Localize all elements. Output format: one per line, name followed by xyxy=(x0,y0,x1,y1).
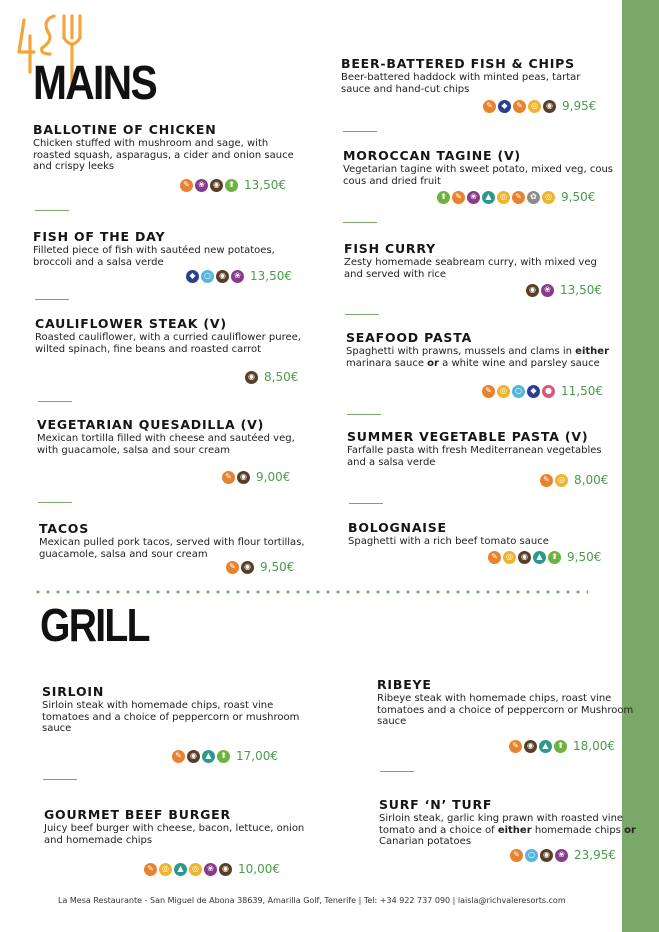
allergen-purple-icon: ❀ xyxy=(195,179,208,192)
item-name: FISH CURRY xyxy=(344,241,436,256)
item-description: Sirloin steak, garlic king prawn with roasted vine tomato and a choice of either homemade chips or Canarian potatoes xyxy=(379,813,636,847)
item-description: Chicken stuffed with mushroom and sage, with roasted squash, asparagus, a cider and onion sauce and crispy leeks xyxy=(33,138,294,172)
dotted-divider xyxy=(33,590,588,594)
item-description: Juicy beef burger with cheese, bacon, lettuce, onion and homemade chips xyxy=(44,823,305,846)
allergen-lightblue-icon: ○ xyxy=(525,849,538,862)
allergen-teal-icon: ▲ xyxy=(202,750,215,763)
separator xyxy=(38,502,72,503)
allergen-green-icon: ⬆ xyxy=(217,750,230,763)
allergen-icons xyxy=(180,179,238,192)
allergen-brown-icon: ◉ xyxy=(518,551,531,564)
allergen-yellow-icon: ◎ xyxy=(497,385,510,398)
separator xyxy=(349,503,383,504)
price-row xyxy=(540,473,608,487)
allergen-brown-icon: ◉ xyxy=(210,179,223,192)
allergen-orange-icon: ✎ xyxy=(513,100,526,113)
allergen-icons xyxy=(144,863,232,876)
item-price: 8,00€ xyxy=(574,473,609,487)
menu-item xyxy=(347,429,617,468)
allergen-orange-icon: ✎ xyxy=(540,474,553,487)
allergen-orange-icon: ✎ xyxy=(144,863,157,876)
item-name: FISH OF THE DAY xyxy=(33,229,166,244)
item-description: Roasted cauliflower, with a curried cauliflower puree, wilted spinach, fine beans and roasted carrot xyxy=(35,332,301,355)
price-row xyxy=(226,560,294,574)
item-name: MOROCCAN TAGINE (V) xyxy=(343,148,521,163)
item-price: 9,50€ xyxy=(561,190,596,204)
item-price: 17,00€ xyxy=(236,749,278,763)
item-description: Beer-battered haddock with minted peas, tartar sauce and hand-cut chips xyxy=(341,72,581,95)
allergen-brown-icon: ◉ xyxy=(540,849,553,862)
item-price: 11,50€ xyxy=(561,384,603,398)
item-description: Farfalle pasta with fresh Mediterranean vegetables and a salsa verde xyxy=(347,445,602,468)
allergen-yellow-icon: ◎ xyxy=(503,551,516,564)
allergen-brown-icon: ◉ xyxy=(245,371,258,384)
price-row xyxy=(180,178,286,192)
menu-item xyxy=(35,316,305,355)
menu-item xyxy=(44,807,314,846)
item-description: Ribeye steak with homemade chips, roast vine tomatoes and a choice of peppercorn or Mushroom sauce xyxy=(377,693,634,727)
allergen-green-icon: ⬆ xyxy=(225,179,238,192)
item-name: BALLOTINE OF CHICKEN xyxy=(33,122,217,137)
item-description: Mexican pulled pork tacos, served with flour tortillas, guacamole, salsa and sour cream xyxy=(39,537,305,560)
allergen-icons xyxy=(526,284,554,297)
allergen-grey-icon: ✿ xyxy=(527,191,540,204)
allergen-purple-icon: ❀ xyxy=(204,863,217,876)
item-price: 9,00€ xyxy=(256,470,291,484)
allergen-orange-icon: ✎ xyxy=(172,750,185,763)
item-description: Mexican tortilla filled with cheese and sautéed veg, with guacamole, salsa and sour cream xyxy=(37,433,295,456)
allergen-brown-icon: ◉ xyxy=(219,863,232,876)
allergen-orange-icon: ✎ xyxy=(226,561,239,574)
allergen-yellow-icon: ◎ xyxy=(189,863,202,876)
grill-title: GRILL xyxy=(40,599,149,651)
allergen-brown-icon: ◉ xyxy=(543,100,556,113)
item-name: BOLOGNAISE xyxy=(348,520,447,535)
allergen-navy-icon: ◆ xyxy=(186,270,199,283)
menu-item xyxy=(42,684,312,735)
allergen-icons xyxy=(488,551,561,564)
allergen-orange-icon: ✎ xyxy=(512,191,525,204)
allergen-icons xyxy=(226,561,254,574)
allergen-brown-icon: ◉ xyxy=(524,740,537,753)
allergen-teal-icon: ▲ xyxy=(539,740,552,753)
allergen-yellow-icon: ◎ xyxy=(528,100,541,113)
allergen-icons xyxy=(245,371,258,384)
footer-address: La Mesa Restaurante - San Miguel de Abona 38639, Amarilla Golf, Tenerife | Tel: +34 922 737 090 | laisla@richvaleresorts.com xyxy=(58,896,566,905)
item-price: 9,95€ xyxy=(562,99,597,113)
separator xyxy=(343,222,377,223)
allergen-yellow-icon: ◎ xyxy=(159,863,172,876)
allergen-orange-icon: ✎ xyxy=(222,471,235,484)
allergen-yellow-icon: ◎ xyxy=(555,474,568,487)
allergen-navy-icon: ◆ xyxy=(498,100,511,113)
menu-item xyxy=(341,56,611,95)
allergen-orange-icon: ✎ xyxy=(483,100,496,113)
item-name: RIBEYE xyxy=(377,677,432,692)
item-price: 13,50€ xyxy=(250,269,292,283)
allergen-lightblue-icon: ○ xyxy=(512,385,525,398)
allergen-purple-icon: ❀ xyxy=(467,191,480,204)
allergen-brown-icon: ◉ xyxy=(216,270,229,283)
separator xyxy=(380,771,414,772)
item-price: 18,00€ xyxy=(573,739,615,753)
allergen-icons xyxy=(437,191,555,204)
item-name: CAULIFLOWER STEAK (V) xyxy=(35,316,227,331)
allergen-green-icon: ⬆ xyxy=(554,740,567,753)
item-price: 8,50€ xyxy=(264,370,299,384)
allergen-icons xyxy=(172,750,230,763)
item-description: Spaghetti with prawns, mussels and clams in either marinara sauce or a white wine and parsley sauce xyxy=(346,346,609,369)
item-name: SEAFOOD PASTA xyxy=(346,330,473,345)
item-description: Filleted piece of fish with sautéed new potatoes, broccoli and a salsa verde xyxy=(33,245,275,268)
allergen-orange-icon: ✎ xyxy=(452,191,465,204)
price-row xyxy=(245,370,298,384)
allergen-teal-icon: ▲ xyxy=(482,191,495,204)
green-side-strip xyxy=(622,0,659,932)
menu-item xyxy=(379,797,649,848)
item-price: 9,50€ xyxy=(567,550,602,564)
allergen-icons xyxy=(222,471,250,484)
item-price: 23,95€ xyxy=(574,848,616,862)
item-description: Sirloin steak with homemade chips, roast vine tomatoes and a choice of peppercorn or mushroom sauce xyxy=(42,700,300,734)
price-row xyxy=(482,384,603,398)
separator xyxy=(343,131,377,132)
price-row xyxy=(509,739,615,753)
mains-title: MAINS xyxy=(33,57,156,110)
item-description: Vegetarian tagine with sweet potato, mixed veg, cous cous and dried fruit xyxy=(343,164,613,187)
allergen-purple-icon: ❀ xyxy=(231,270,244,283)
separator xyxy=(345,314,379,315)
allergen-brown-icon: ◉ xyxy=(526,284,539,297)
separator xyxy=(35,210,69,211)
menu-item xyxy=(344,241,614,280)
item-name: GOURMET BEEF BURGER xyxy=(44,807,231,822)
item-description: Spaghetti with a rich beef tomato sauce xyxy=(348,536,549,547)
price-row xyxy=(144,862,280,876)
allergen-lightblue-icon: ○ xyxy=(201,270,214,283)
allergen-navy-icon: ◆ xyxy=(527,385,540,398)
menu-item xyxy=(37,417,307,456)
allergen-icons xyxy=(509,740,567,753)
allergen-orange-icon: ✎ xyxy=(509,740,522,753)
allergen-brown-icon: ◉ xyxy=(237,471,250,484)
separator xyxy=(347,414,381,415)
allergen-icons xyxy=(510,849,568,862)
item-price: 10,00€ xyxy=(238,862,280,876)
item-name: VEGETARIAN QUESADILLA (V) xyxy=(37,417,265,432)
price-row xyxy=(172,749,278,763)
price-row xyxy=(488,550,601,564)
allergen-pink-icon: ● xyxy=(542,385,555,398)
menu-item xyxy=(348,520,618,548)
item-name: SIRLOIN xyxy=(42,684,105,699)
item-description: Zesty homemade seabream curry, with mixed veg and served with rice xyxy=(344,257,597,280)
menu-item xyxy=(39,521,309,560)
allergen-yellow-icon: ◎ xyxy=(542,191,555,204)
price-row xyxy=(526,283,602,297)
separator xyxy=(43,779,77,780)
price-row xyxy=(483,99,596,113)
allergen-orange-icon: ✎ xyxy=(180,179,193,192)
menu-item xyxy=(33,122,303,173)
allergen-icons xyxy=(483,100,556,113)
menu-item xyxy=(377,677,647,728)
allergen-orange-icon: ✎ xyxy=(488,551,501,564)
allergen-icons xyxy=(540,474,568,487)
price-row xyxy=(510,848,616,862)
allergen-teal-icon: ▲ xyxy=(174,863,187,876)
price-row xyxy=(186,269,292,283)
allergen-yellow-icon: ◎ xyxy=(497,191,510,204)
separator xyxy=(35,299,69,300)
allergen-teal-icon: ▲ xyxy=(533,551,546,564)
item-name: TACOS xyxy=(39,521,90,536)
allergen-icons xyxy=(482,385,555,398)
menu-item xyxy=(343,148,613,187)
allergen-orange-icon: ✎ xyxy=(482,385,495,398)
allergen-green-icon: ⬆ xyxy=(548,551,561,564)
price-row xyxy=(222,470,290,484)
allergen-brown-icon: ◉ xyxy=(241,561,254,574)
item-price: 9,50€ xyxy=(260,560,295,574)
allergen-green-icon: ⬆ xyxy=(437,191,450,204)
menu-item xyxy=(33,229,303,268)
menu-item xyxy=(346,330,616,369)
allergen-orange-icon: ✎ xyxy=(510,849,523,862)
price-row xyxy=(437,190,595,204)
allergen-purple-icon: ❀ xyxy=(555,849,568,862)
item-price: 13,50€ xyxy=(244,178,286,192)
item-name: BEER-BATTERED FISH & CHIPS xyxy=(341,56,575,71)
item-name: SURF ‘N’ TURF xyxy=(379,797,493,812)
allergen-icons xyxy=(186,270,244,283)
separator xyxy=(38,401,72,402)
item-price: 13,50€ xyxy=(560,283,602,297)
allergen-brown-icon: ◉ xyxy=(187,750,200,763)
allergen-purple-icon: ❀ xyxy=(541,284,554,297)
item-name: SUMMER VEGETABLE PASTA (V) xyxy=(347,429,589,444)
